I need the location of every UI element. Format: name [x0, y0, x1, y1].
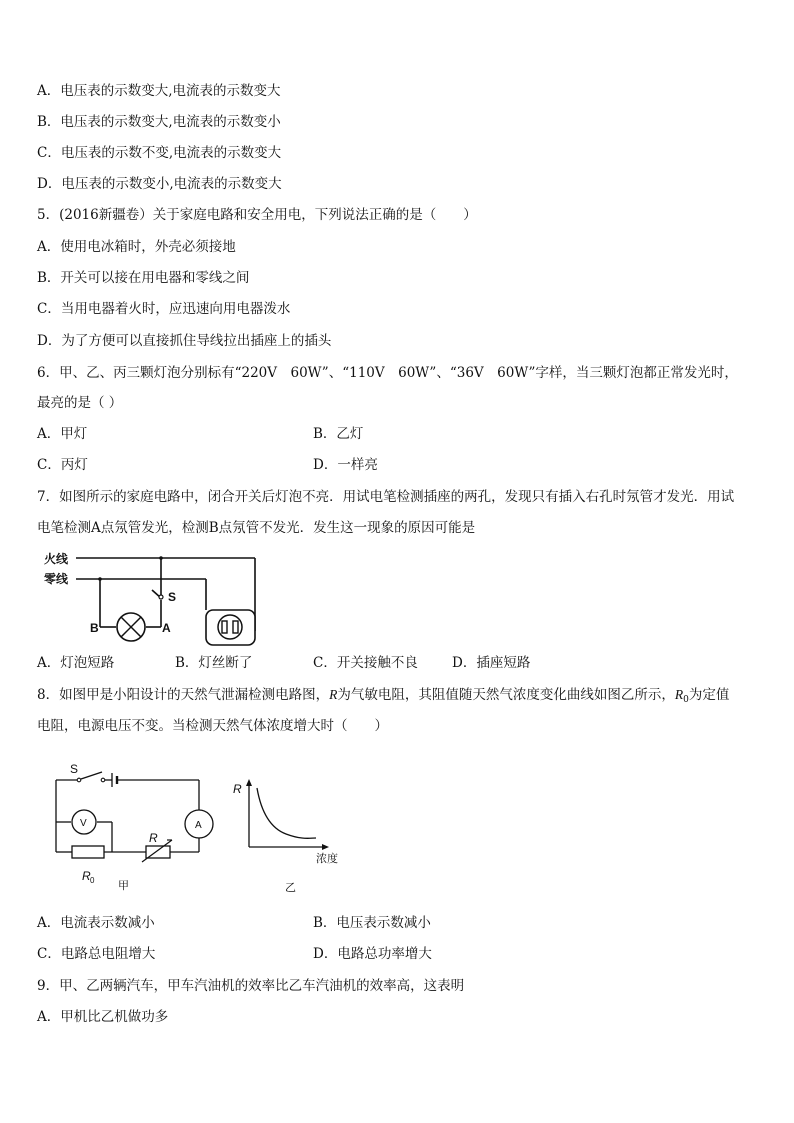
- q7-option-d: D．插座短路: [452, 655, 531, 671]
- q9-stem: 9．甲、乙两辆汽车，甲车汽油机的效率比乙车汽油机的效率高，这表明: [37, 978, 465, 994]
- graph-y-axis-label: R: [233, 782, 242, 796]
- neutral-wire-label: 零线: [44, 572, 69, 586]
- q8-option-d: D．电路总功率增大: [313, 946, 432, 962]
- q5-option-a: A．使用电冰箱时，外壳必须接地: [37, 239, 236, 255]
- q6-option-d: D．一样亮: [313, 457, 378, 473]
- point-b-label: B: [90, 621, 99, 635]
- figure-jia-caption: 甲: [118, 880, 129, 892]
- r0-symbol: R: [674, 687, 684, 702]
- switch-label: S: [168, 590, 177, 604]
- q6-option-b: B．乙灯: [313, 426, 364, 442]
- r-symbol: R: [329, 687, 338, 702]
- switch-label: S: [70, 762, 79, 776]
- graph-x-axis-label: 浓度: [316, 853, 338, 865]
- q8-stem-line1: 8．如图甲是小阳设计的天然气泄漏检测电路图，R为气敏电阻，其阻值随天然气浓度变化曲线如图乙所示，$R_0$为定值: [37, 687, 730, 705]
- q8-option-b: B．电压表示数减小: [313, 915, 431, 931]
- q7-option-c: C．开关接触不良: [313, 655, 418, 671]
- fixed-resistor-subscript: 0: [90, 876, 95, 885]
- q7-stem-line1: 7．如图所示的家庭电路中，闭合开关后灯泡不亮．用试电笔检测插座的两孔，发现只有插入右孔时氖管才发光．用试: [37, 489, 735, 505]
- q5-stem: 5．(2016新疆卷）关于家庭电路和安全用电，下列说法正确的是（ ）: [37, 207, 477, 223]
- q7-household-circuit-figure: [40, 548, 265, 648]
- q6-option-a: A．甲灯: [37, 426, 88, 442]
- fixed-resistor-label: R: [82, 869, 91, 883]
- q7-option-a: A．灯泡短路: [37, 655, 115, 671]
- q6-stem-line1: 6．甲、乙、丙三颗灯泡分别标有“220V 60W”、“110V 60W”、“36V 60W”字样，当三颗灯泡都正常发光时，: [37, 365, 738, 381]
- figure-yi-caption: 乙: [285, 882, 296, 894]
- lamp-symbol: [117, 613, 145, 641]
- q8-resistance-concentration-graph: [228, 776, 358, 896]
- live-wire-label: 火线: [44, 552, 69, 566]
- q5-option-d: D．为了方便可以直接抓住导线拉出插座上的插头: [37, 333, 332, 349]
- point-a-label: A: [162, 621, 171, 635]
- q5-option-b: B．开关可以接在用电器和零线之间: [37, 270, 250, 286]
- q4-option-d: D．电压表的示数变小,电流表的示数变大: [37, 176, 282, 192]
- ammeter-label: A: [195, 820, 202, 831]
- q6-option-c: C．丙灯: [37, 457, 88, 473]
- q4-option-c: C．电压表的示数不变,电流表的示数变大: [37, 145, 282, 161]
- q4-option-b: B．电压表的示数变大,电流表的示数变小: [37, 114, 281, 130]
- q8-detection-circuit-figure: [48, 760, 220, 895]
- fixed-resistor-symbol: [72, 846, 104, 858]
- q6-stem-line2: 最亮的是（ ）: [37, 395, 123, 411]
- q7-option-b: B．灯丝断了: [175, 655, 253, 671]
- socket-symbol: [206, 610, 255, 645]
- q5-option-c: C．当用电器着火时，应迅速向用电器泼水: [37, 301, 291, 317]
- sensor-resistor-label: R: [149, 831, 158, 845]
- q9-option-a: A．甲机比乙机做功多: [37, 1009, 169, 1025]
- q8-stem-line2: 电阻，电源电压不变。当检测天然气体浓度增大时（ ）: [37, 718, 388, 734]
- q7-stem-line2: 电笔检测A点氖管发光，检测B点氖管不发光．发生这一现象的原因可能是: [37, 520, 476, 536]
- voltmeter-label: V: [80, 818, 87, 829]
- q4-option-a: A．电压表的示数变大,电流表的示数变大: [37, 83, 281, 99]
- q8-option-a: A．电流表示数减小: [37, 915, 155, 931]
- q8-option-c: C．电路总电阻增大: [37, 946, 156, 962]
